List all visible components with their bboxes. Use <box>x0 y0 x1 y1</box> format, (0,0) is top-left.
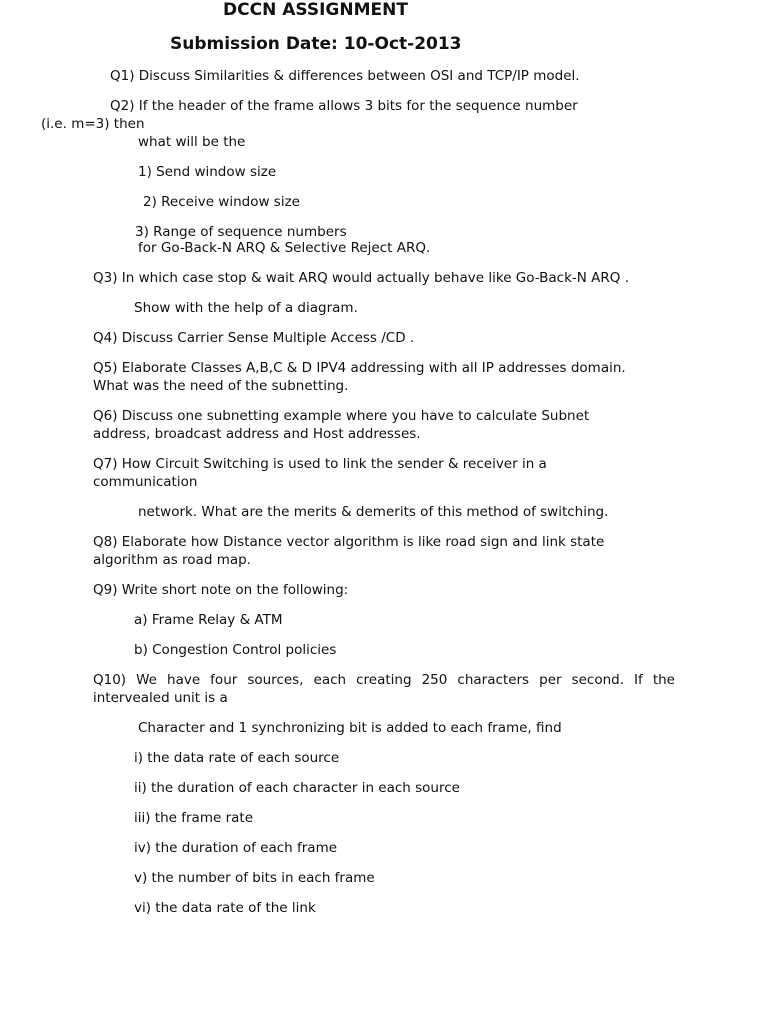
question-q3-line2: Show with the help of a diagram. <box>134 300 358 316</box>
q10-item-vi: vi) the data rate of the link <box>134 900 316 916</box>
question-q9: Q9) Write short note on the following: <box>93 582 349 598</box>
question-q10-line2: intervealed unit is a <box>93 690 228 706</box>
q9-item-a: a) Frame Relay & ATM <box>134 612 283 628</box>
q10-item-v: v) the number of bits in each frame <box>134 870 375 886</box>
document-title: DCCN ASSIGNMENT <box>223 0 408 20</box>
question-q10-line3: Character and 1 synchronizing bit is added to each frame, find <box>138 720 562 736</box>
question-q3-line1: Q3) In which case stop & wait ARQ would actually behave like Go-Back-N ARQ . <box>93 270 630 286</box>
submission-date: Submission Date: 10-Oct-2013 <box>170 34 462 54</box>
question-q6-line1: Q6) Discuss one subnetting example where you have to calculate Subnet <box>93 408 590 424</box>
question-q8-line1: Q8) Elaborate how Distance vector algorithm is like road sign and link state <box>93 534 605 550</box>
question-q5-line2: What was the need of the subnetting. <box>93 378 349 394</box>
q10-item-iv: iv) the duration of each frame <box>134 840 338 856</box>
question-q8-line2: algorithm as road map. <box>93 552 251 568</box>
q2-item-3-line2: for Go-Back-N ARQ & Selective Reject ARQ. <box>138 240 431 256</box>
q10-item-iii: iii) the frame rate <box>134 810 254 826</box>
question-q10-line1: Q10) We have four sources, each creating 250 characters per second. If the <box>93 672 675 688</box>
question-q4: Q4) Discuss Carrier Sense Multiple Access /CD . <box>93 330 415 346</box>
q10-item-i: i) the data rate of each source <box>134 750 340 766</box>
question-q5-line1: Q5) Elaborate Classes A,B,C & D IPV4 addressing with all IP addresses domain. <box>93 360 626 376</box>
question-q7-line3: network. What are the merits & demerits of this method of switching. <box>138 504 609 520</box>
question-q2-line3: what will be the <box>138 134 246 150</box>
q2-item-1: 1) Send window size <box>138 164 277 180</box>
question-q2-line2: (i.e. m=3) then <box>41 116 145 132</box>
question-q1: Q1) Discuss Similarities & differences between OSI and TCP/IP model. <box>110 68 580 84</box>
q10-item-ii: ii) the duration of each character in each source <box>134 780 460 796</box>
q2-item-3-line1: 3) Range of sequence numbers <box>135 224 347 240</box>
q9-item-b: b) Congestion Control policies <box>134 642 337 658</box>
question-q6-line2: address, broadcast address and Host addresses. <box>93 426 421 442</box>
q2-item-2: 2) Receive window size <box>143 194 300 210</box>
question-q2-line1: Q2) If the header of the frame allows 3 bits for the sequence number <box>110 98 578 114</box>
question-q7-line2: communication <box>93 474 198 490</box>
question-q7-line1: Q7) How Circuit Switching is used to link the sender & receiver in a <box>93 456 547 472</box>
